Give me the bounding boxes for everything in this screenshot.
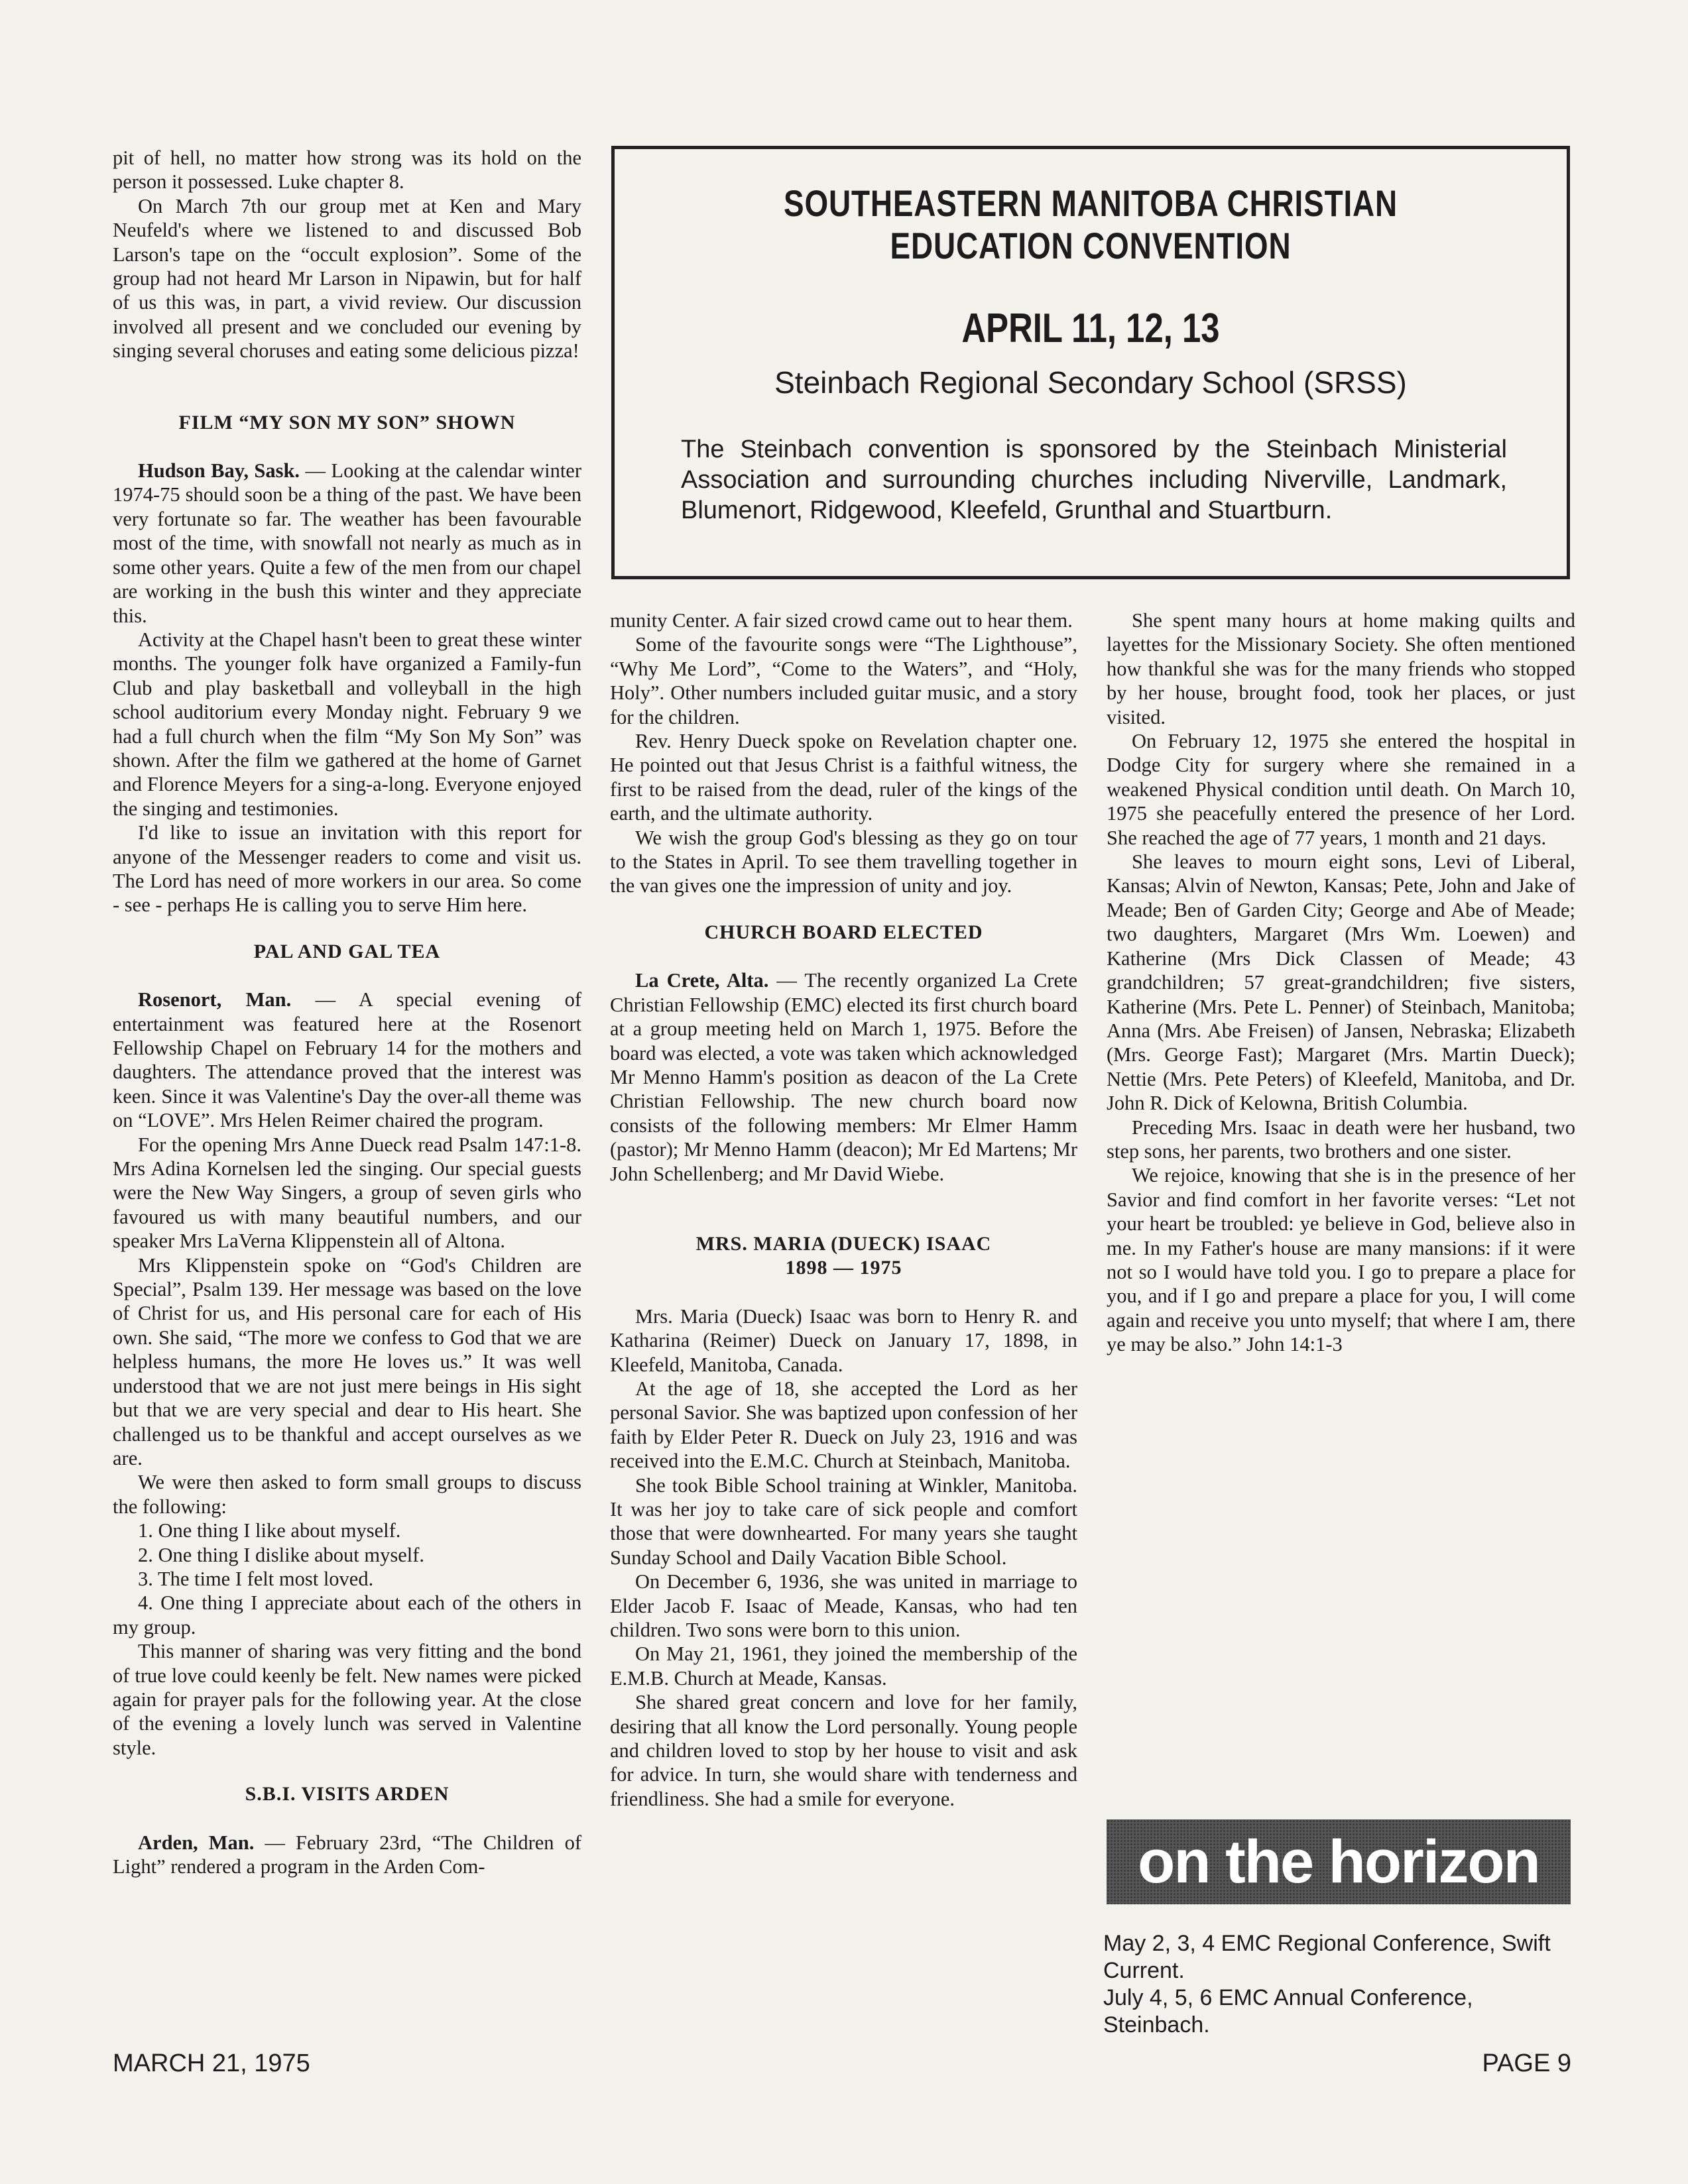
paragraph: We wish the group God's blessing as they go on tour to the States in April. To see them travelling together in the van gives one the impression of unity and joy. [610,826,1077,897]
paragraph: La Crete, Alta. — The recently organized La Crete Christian Fellowship (EMC) elected its first church board at a group meeting held on March 1, 1975. Before the board was elected, a vote was taken which acknowledged Mr Menno Hamm's position as deacon of the La Crete Christian Fellowship. The new church board now consists of the following members: Mr Elmer Hamm (pastor); Mr Menno Hamm (deacon); Mr Ed Martens; Mr John Schellenberg; and Mr David Wiebe. [610,969,1077,1185]
footer-date: MARCH 21, 1975 [113,2049,310,2077]
paragraph: Mrs. Maria (Dueck) Isaac was born to Henry R. and Katharina (Reimer) Dueck on January 17, 1898, in Kleefeld, Manitoba, Canada. [610,1304,1077,1376]
paragraph: For the opening Mrs Anne Dueck read Psalm 147:1-8. Mrs Adina Kornelsen led the singing. Our special guests were the New Way Singers, a group of seven girls who favoured us with many beautiful numbers, and our speaker Mrs LaVerna Klippenstein all of Altona. [113,1133,581,1253]
paragraph: I'd like to issue an invitation with this report for anyone of the Messenger readers to come and visit us. The Lord has need of more workers in our area. So come - see - perhaps He is calling you to serve Him here. [113,821,581,917]
convention-title: SOUTHEASTERN MANITOBA CHRISTIAN EDUCATION CONVENTION [784,182,1398,266]
paragraph: Preceding Mrs. Isaac in death were her husband, two step sons, her parents, two brothers and one sister. [1107,1116,1575,1163]
paragraph: She leaves to mourn eight sons, Levi of Liberal, Kansas; Alvin of Newton, Kansas; Pete, John and Jake of Meade; Ben of Garden City; George and Abe of Meade; two daughters, Margaret (Mrs Wm. Loewen) and Katherine (Mrs Dick Classen of Meade; 43 grandchildren; 57 great-grandchildren; five sisters, Katherine (Mrs. Pete L. Penner) of Steinbach, Manitoba; Anna (Mrs. Abe Freisen) of Jansen, Nebraska; Elizabeth (Mrs. George Fast); Margaret (Mrs. Martin Dueck); Nettie (Mrs. Pete Peters) of Kleefeld, Manitoba, and Dr. John R. Dick of Kelowna, British Columbia. [1107,850,1575,1115]
paragraph: We rejoice, knowing that she is in the presence of her Savior and find comfort in her favorite verses: “Let not your heart be troubled: ye believe in God, believe also in me. In my Father's house are many mansions: if it were not so I would have told you. I go to prepare a place for you, and if I go and prepare a place for you, I will come again and receive you unto myself; that where I am, there ye may be also.” John 14:1-3 [1107,1164,1575,1356]
list-item: 3. The time I felt most loved. [138,1567,374,1590]
paragraph: She took Bible School training at Winkler, Manitoba. It was her joy to take care of sick people and comfort those that were downhearted. For many years she taught Sunday School and Daily Vacation Bible School. [610,1473,1077,1569]
dateline: La Crete, Alta. [635,969,769,992]
paragraph: She shared great concern and love for her family, desiring that all know the Lord personally. Young people and children loved to stop by her house to visit and ask for advice. In turn, she would share with tenderness and friendliness. She had a smile for everyone. [610,1691,1077,1810]
paragraph: pit of hell, no matter how strong was its hold on the person it possessed. Luke chapter 8. [113,146,581,194]
list-item: 4. One thing I appreciate about each of the others in my group. [113,1591,581,1638]
column-left [113,146,581,1878]
paragraph: We were then asked to form small groups to discuss the following: [113,1471,581,1518]
paragraph: Mrs Klippenstein spoke on “God's Children are Special”, Psalm 139. Her message was based on the love of Christ for us, and His personal care for each of His own. She said, “The more we confess to God that we are helpless humans, the more He loves us.” It was well understood that we are not just mere beings in His sight but that we are very special and dear to His heart. She challenged us to be thankful and accept ourselves as we are. [113,1253,581,1469]
column-middle [610,608,1077,1811]
paragraph: On February 12, 1975 she entered the hospital in Dodge City for surgery where she remained in a weakened Physical condition until death. On March 10, 1975 she peacefully entered the presence of her Lord. She reached the age of 77 years, 1 month and 21 days. [1107,730,1575,849]
section-heading: PAL AND GAL TEA [253,940,441,962]
horizon-event-list [1103,1930,1581,2039]
dateline: Arden, Man. [138,1831,255,1854]
convention-announcement-box [611,146,1570,579]
paragraph: Arden, Man. — February 23rd, “The Children of Light” rendered a program in the Arden Com- [113,1831,582,1878]
obituary-heading: MRS. MARIA (DUECK) ISAAC [695,1232,992,1255]
list-item: 2. One thing I dislike about myself. [138,1543,425,1566]
horizon-banner: on the horizon [1107,1819,1571,1904]
paragraph: At the age of 18, she accepted the Lord as her personal Savior. She was baptized upon confession of her faith by Elder Peter R. Dueck on July 23, 1916 and was received into the E.M.C. Church at Steinbach, Manitoba. [610,1377,1077,1473]
paragraph: Activity at the Chapel hasn't been to great these winter months. The younger folk have organized a Family-fun Club and play basketball and volleyball in the high school auditorium every Monday night. February 9 we had a full church when the film “My Son My Son” was shown. After the film we gathered at the home of Garnet and Florence Meyers for a sing-a-long. Everyone enjoyed the singing and testimonies. [113,628,581,820]
paragraph: Rosenort, Man. — A special evening of entertainment was featured here at the Rosenort Fellowship Chapel on February 14 for the mothers and daughters. The attendance proved that the interest was keen. Since it was Valentine's Day the over-all theme was on “LOVE”. Mrs Helen Reimer chaired the program. [113,988,581,1132]
dateline: Hudson Bay, Sask. [138,459,300,483]
paragraph: She spent many hours at home making quilts and layettes for the Missionary Society. She often mentioned how thankful she was for the many friends who stopped by her house, brought food, took her places, or just visited. [1107,609,1575,728]
paragraph: Hudson Bay, Sask. — Looking at the calendar winter 1974-75 should soon be a thing of the past. We have been very fortunate so far. The weather has been favourable most of the time, with snowfall not nearly as much as in some other years. Quite a few of the men from our chapel are working in the bush this winter and they appreciate this. [113,459,582,627]
paragraph: On March 7th our group met at Ken and Mary Neufeld's where we listened to and discussed Bob Larson's tape on the “occult explosion”. Some of the group had not heard Mr Larson in Nipawin, but for half of us this was, in part, a vivid review. Our discussion involved all present and we concluded our evening by singing several choruses and eating some delicious pizza! [113,194,581,363]
obituary-years: 1898 — 1975 [785,1257,902,1279]
paragraph: On May 21, 1961, they joined the membership of the E.M.B. Church at Meade, Kansas. [610,1642,1077,1690]
paragraph: This manner of sharing was very fitting and the bond of true love could keenly be felt. New names were picked again for prayer pals for the following year. At the close of the evening a lovely lunch was served in Valentine style. [113,1640,581,1759]
section-heading: CHURCH BOARD ELECTED [704,921,983,943]
convention-description: The Steinbach convention is sponsored by the Steinbach Ministerial Association and surrounding churches including Niverville, Landmark, Blumenort, Ridgewood, Kleefeld, Grunthal and Stuartburn. [681,435,1507,524]
section-heading: S.B.I. VISITS ARDEN [245,1783,450,1806]
section-heading: FILM “MY SON MY SON” SHOWN [178,411,516,433]
paragraph: munity Center. A fair sized crowd came out to hear them. [610,609,1073,632]
footer-page-number: PAGE 9 [1482,2049,1571,2077]
convention-venue: Steinbach Regional Secondary School (SRSS) [774,365,1407,400]
column-right [1107,608,1575,1357]
horizon-event: May 2, 3, 4 EMC Regional Conference, Swift Current. [1103,1931,1551,1983]
list-item: 1. One thing I like about myself. [138,1519,401,1542]
horizon-event: July 4, 5, 6 EMC Annual Conference, Steinbach. [1103,1985,1473,2038]
dateline: Rosenort, Man. [138,988,292,1011]
convention-dates: APRIL 11, 12, 13 [961,306,1220,351]
paragraph: Some of the favourite songs were “The Lighthouse”, “Why Me Lord”, “Come to the Waters”, and “Holy, Holy”. Other numbers included guitar music, and a story for the children. [610,633,1077,728]
paragraph: On December 6, 1936, she was united in marriage to Elder Jacob F. Isaac of Meade, Kansas, who had ten children. Two sons were born to this union. [610,1570,1077,1642]
paragraph: Rev. Henry Dueck spoke on Revelation chapter one. He pointed out that Jesus Christ is a faithful witness, the first to be raised from the dead, ruler of the kings of the earth, and the ultimate authority. [610,730,1077,825]
